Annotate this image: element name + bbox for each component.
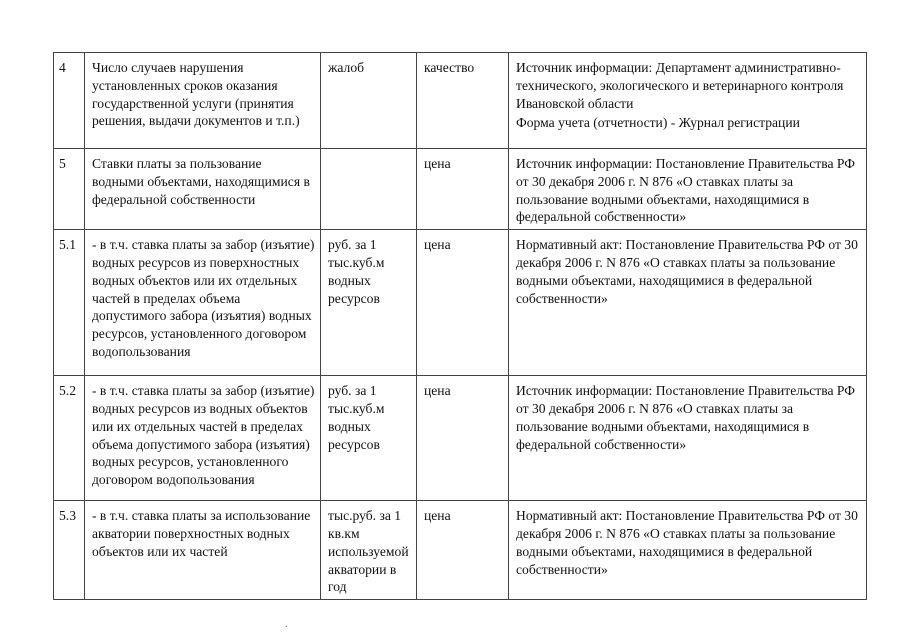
indicator-table <box>53 52 867 600</box>
information-source: Нормативный акт: Постановление Правительства РФ от 30 декабря 2006 г. N 876 «О ставках платы за пользование водными объектами, находящимися в федеральной собственности» <box>509 230 867 376</box>
indicator-name: Число случаев нарушения установленных сроков оказания государственной услуги (принятия решения, выдачи документов и т.п.) <box>85 53 321 149</box>
table-row <box>54 53 867 149</box>
information-source <box>509 53 867 149</box>
indicator-type: цена <box>417 501 509 600</box>
unit-of-measure: руб. за 1 тыс.куб.м водных ресурсов <box>321 376 417 501</box>
row-number: 5.1 <box>54 230 85 376</box>
indicator-type: цена <box>417 149 509 230</box>
indicator-type: цена <box>417 230 509 376</box>
indicator-name: Ставки платы за пользование водными объектами, находящимися в федеральной собственности <box>85 149 321 230</box>
indicator-type: качество <box>417 53 509 149</box>
information-source: Нормативный акт: Постановление Правительства РФ от 30 декабря 2006 г. N 876 «О ставках платы за пользование водными объектами, находящимися в федеральной собственности» <box>509 501 867 600</box>
row-number: 5.2 <box>54 376 85 501</box>
indicator-type: цена <box>417 376 509 501</box>
indicator-name: - в т.ч. ставка платы за использование акватории поверхностных водных объектов или их частей <box>85 501 321 600</box>
table-row <box>54 501 867 600</box>
indicator-name: - в т.ч. ставка платы за забор (изъятие) водных ресурсов из поверхностных водных объектов или их отдельных частей в пределах объема допустимого забора (изъятия) водных ресурсов, установленного договором водопользования <box>85 230 321 376</box>
table-row <box>54 376 867 501</box>
indicator-name: - в т.ч. ставка платы за забор (изъятие) водных ресурсов из водных объектов или их отдельных частей в пределах объема допустимого забора (изъятия) водных ресурсов, установленного договором водопользования <box>85 376 321 501</box>
information-source: Источник информации: Постановление Правительства РФ от 30 декабря 2006 г. N 876 «О ставках платы за пользование водными объектами, находящимися в федеральной собственности» <box>509 149 867 230</box>
unit-of-measure <box>321 149 417 230</box>
row-number: 5.3 <box>54 501 85 600</box>
unit-of-measure: тыс.руб. за 1 кв.км используемой акватории в год <box>321 501 417 600</box>
source-text: Источник информации: Департамент административно-технического, экологического и ветеринарного контроля Ивановской области <box>516 60 844 111</box>
source-extra-text: Форма учета (отчетности) - Журнал регистрации <box>516 115 800 131</box>
unit-of-measure: жалоб <box>321 53 417 149</box>
information-source: Источник информации: Постановление Правительства РФ от 30 декабря 2006 г. N 876 «О ставках платы за пользование водными объектами, находящимися в федеральной собственности» <box>509 376 867 501</box>
table-row <box>54 230 867 376</box>
unit-of-measure: руб. за 1 тыс.куб.м водных ресурсов <box>321 230 417 376</box>
page-footer-mark: . <box>285 619 288 630</box>
table-row <box>54 149 867 230</box>
row-number: 4 <box>54 53 85 149</box>
row-number: 5 <box>54 149 85 230</box>
